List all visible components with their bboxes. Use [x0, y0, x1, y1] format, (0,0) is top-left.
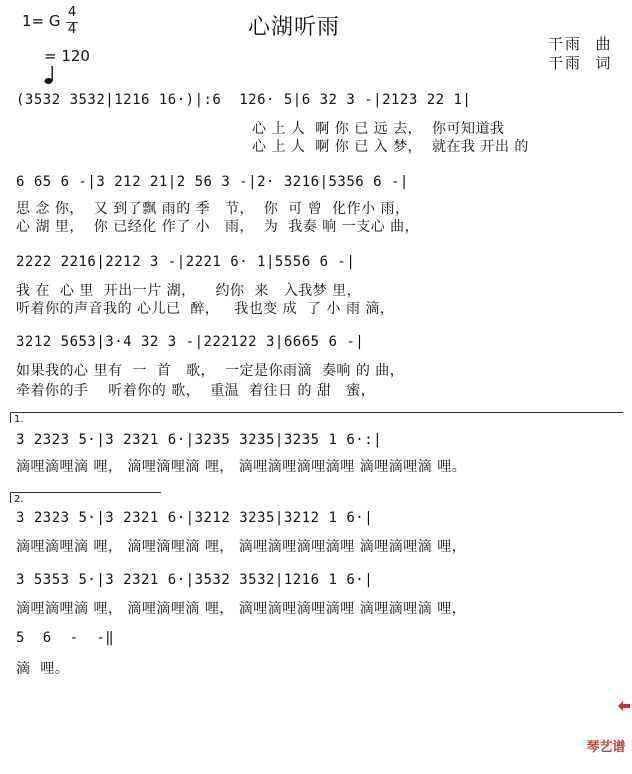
lyric-row-4-verse-2: 牵着你的手 听着你的 歌， 重温 着往日 的 甜 蜜， — [16, 383, 376, 399]
volta-bracket-2 — [10, 492, 161, 503]
tempo-marking: = 120 — [44, 47, 90, 65]
lyric-row-7: 滴哩滴哩滴 哩， 滴哩滴哩滴 哩， 滴哩滴哩滴哩滴哩 滴哩滴哩滴 哩， — [16, 601, 467, 617]
logo-text: 琴艺谱 — [586, 740, 626, 755]
logo-mark-icon — [586, 679, 631, 736]
lyric-row-4-verse-1: 如果我的心 里有 一 首 歌， 一定是你雨滴 奏响 的 曲， — [16, 363, 405, 379]
page-title: 心湖听雨 — [248, 15, 341, 40]
composer-credit: 干雨 曲 — [548, 35, 613, 53]
notation-row-4: 3212 5653|3·4 32 3 -|222122 3|6665 6 -| — [16, 334, 365, 350]
key-signature: 1= G — [22, 12, 61, 30]
site-logo — [566, 660, 631, 774]
lyric-row-2-verse-1: 思 念 你， 又 到了飘 雨的 季 节， 你 可 曾 化作小 雨， — [16, 201, 410, 217]
notation-row-3: 2222 2216|2212 3 -|2221 6· 1|5556 6 -| — [16, 254, 356, 270]
notation-row-6: 3 2323 5·|3 2321 6·|3212 3235|3212 1 6·| — [16, 510, 374, 526]
lyric-row-5: 滴哩滴哩滴 哩， 滴哩滴哩滴 哩， 滴哩滴哩滴哩滴哩 滴哩滴哩滴 哩。 — [16, 459, 467, 475]
volta-bracket-1 — [10, 412, 623, 423]
volta-number-1: 1. — [14, 414, 24, 425]
notation-row-5: 3 2323 5·|3 2321 6·|3235 3235|3235 1 6·:| — [16, 432, 383, 448]
notation-row-7: 3 5353 5·|3 2321 6·|3532 3532|1216 1 6·| — [16, 572, 374, 588]
lyric-row-8: 滴 哩。 — [16, 661, 70, 677]
lyric-row-1-verse-1: 心 上 人 啊 你 已 远 去， 你可知道我 — [252, 121, 505, 137]
lyric-row-3-verse-2: 听着你的声音我的 心儿已 醉， 我也变 成 了 小 雨 滴， — [16, 301, 395, 317]
lyricist-credit: 干雨 词 — [548, 54, 613, 72]
lyric-row-6: 滴哩滴哩滴 哩， 滴哩滴哩滴 哩， 滴哩滴哩滴哩滴哩 滴哩滴哩滴 哩， — [16, 539, 467, 555]
notation-row-1: (3532 3532|1216 16·)|:6 126· 5|6 32 3 -|2123 22 1| — [16, 92, 472, 108]
notation-row-2: 6 65 6 -|3 212 21|2 56 3 -|2· 3216|5356 6 -| — [16, 174, 409, 190]
lyric-row-2-verse-2: 心 湖 里， 你 已经化 作了 小 雨， 为 我奏 响 一支心 曲， — [16, 219, 420, 235]
lyric-row-3-verse-1: 我 在 心 里 开出一片 湖， 约你 来 入我梦 里， — [16, 283, 362, 299]
lyric-row-1-verse-2: 心 上 人 啊 你 已 入 梦， 就在我 开出 的 — [252, 139, 529, 155]
time-signature-top: 4 — [68, 5, 77, 20]
time-signature-bottom: 4 — [68, 22, 77, 37]
volta-number-2: 2. — [14, 494, 24, 505]
notation-row-8: 5 6 - -‖ — [16, 630, 115, 646]
